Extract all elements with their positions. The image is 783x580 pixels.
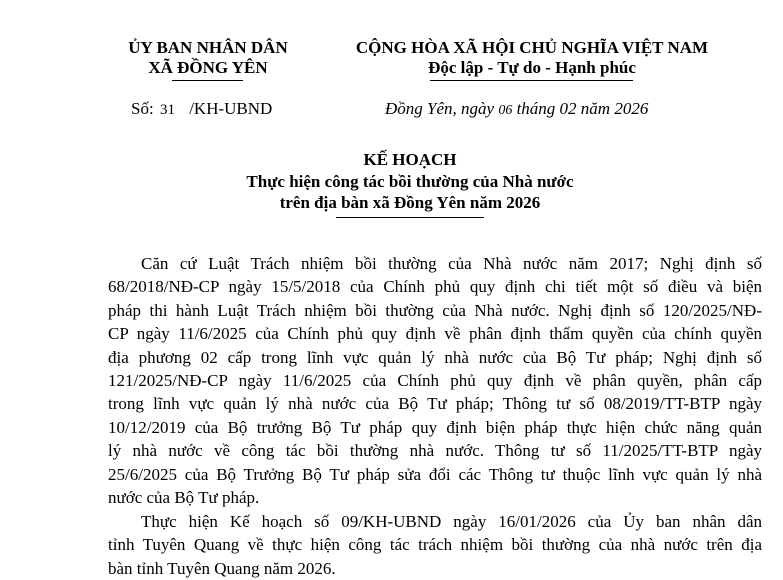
date-line xyxy=(385,99,648,121)
date-month-year: tháng 02 năm 2026 xyxy=(516,99,649,118)
paragraph-line: 25/6/2025 của Bộ Trưởng Bộ Tư pháp sửa đổi các Thông tư thuộc lĩnh vực quản lý nhà xyxy=(108,464,762,484)
doc-number xyxy=(131,99,272,120)
doc-number-prefix: Số: xyxy=(131,99,154,118)
paragraph-line: trong lĩnh vực quản lý nhà nước của Bộ Tư pháp; Thông tư số 08/2019/TT-BTP ngày xyxy=(108,394,762,414)
paragraph-line: Thực hiện Kế hoạch số 09/KH-UBND ngày 16/01/2026 của Ủy ban nhân dân xyxy=(141,512,762,531)
paragraph-line: bàn tỉnh Tuyên Quang năm 2026. xyxy=(108,558,336,578)
document-subject-line2: trên địa bàn xã Đồng Yên năm 2026 xyxy=(279,193,541,212)
paragraph-line: nước của Bộ Tư pháp. xyxy=(108,488,260,508)
paragraph-line: Căn cứ Luật Trách nhiệm bồi thường của Nhà nước năm 2017; Nghị định số xyxy=(141,254,762,273)
title-underline xyxy=(336,217,484,218)
document-type-title: KẾ HOẠCH xyxy=(363,150,457,169)
document-subject-line1: Thực hiện công tác bồi thường của Nhà nước xyxy=(246,172,574,191)
paragraph-line: 68/2018/NĐ-CP ngày 15/5/2018 của Chính phủ quy định chi tiết một số điều và biện xyxy=(108,277,762,297)
issuing-commune: XÃ ĐỒNG YÊN xyxy=(148,58,268,77)
implementation-paragraph xyxy=(108,510,762,580)
issuing-authority: ỦY BAN NHÂN DÂN xyxy=(128,38,288,57)
left-header-underline xyxy=(172,80,243,81)
paragraph-line: 121/2025/NĐ-CP ngày 11/6/2025 của Chính phủ quy định về phân quyền, phân cấp xyxy=(108,371,762,391)
paragraph-line: tỉnh Tuyên Quang về thực hiện công tác trách nhiệm bồi thường của nhà nước trên địa xyxy=(108,535,762,555)
legal-basis-paragraph xyxy=(108,252,762,509)
date-place: Đồng Yên, ngày xyxy=(385,99,495,118)
national-title: CỘNG HÒA XÃ HỘI CHỦ NGHĨA VIỆT NAM xyxy=(355,38,709,57)
right-header-underline xyxy=(430,80,633,81)
paragraph-line: 10/12/2019 của Bộ trưởng Bộ Tư pháp quy định biện pháp thực hiện chức năng quản xyxy=(108,417,762,437)
date-day: 06 xyxy=(498,103,513,118)
paragraph-line: CP ngày 11/6/2025 của Chính phủ quy định về phân định thẩm quyền của chính quyền xyxy=(108,324,762,344)
paragraph-line: địa phương 02 cấp trong lĩnh vực quản lý nhà nước của Bộ Tư pháp; Nghị định số xyxy=(108,347,762,367)
paragraph-line: pháp thi hành Luật Trách nhiệm bồi thường của Nhà nước. Nghị định số 120/2025/NĐ- xyxy=(108,300,762,320)
doc-number-value: 31 xyxy=(159,102,175,118)
national-motto: Độc lập - Tự do - Hạnh phúc xyxy=(428,58,636,77)
doc-number-suffix: /KH-UBND xyxy=(189,99,273,118)
paragraph-line: lý nhà nước về công tác bồi thường nhà nước. Thông tư số 11/2025/TT-BTP ngày xyxy=(108,441,762,461)
